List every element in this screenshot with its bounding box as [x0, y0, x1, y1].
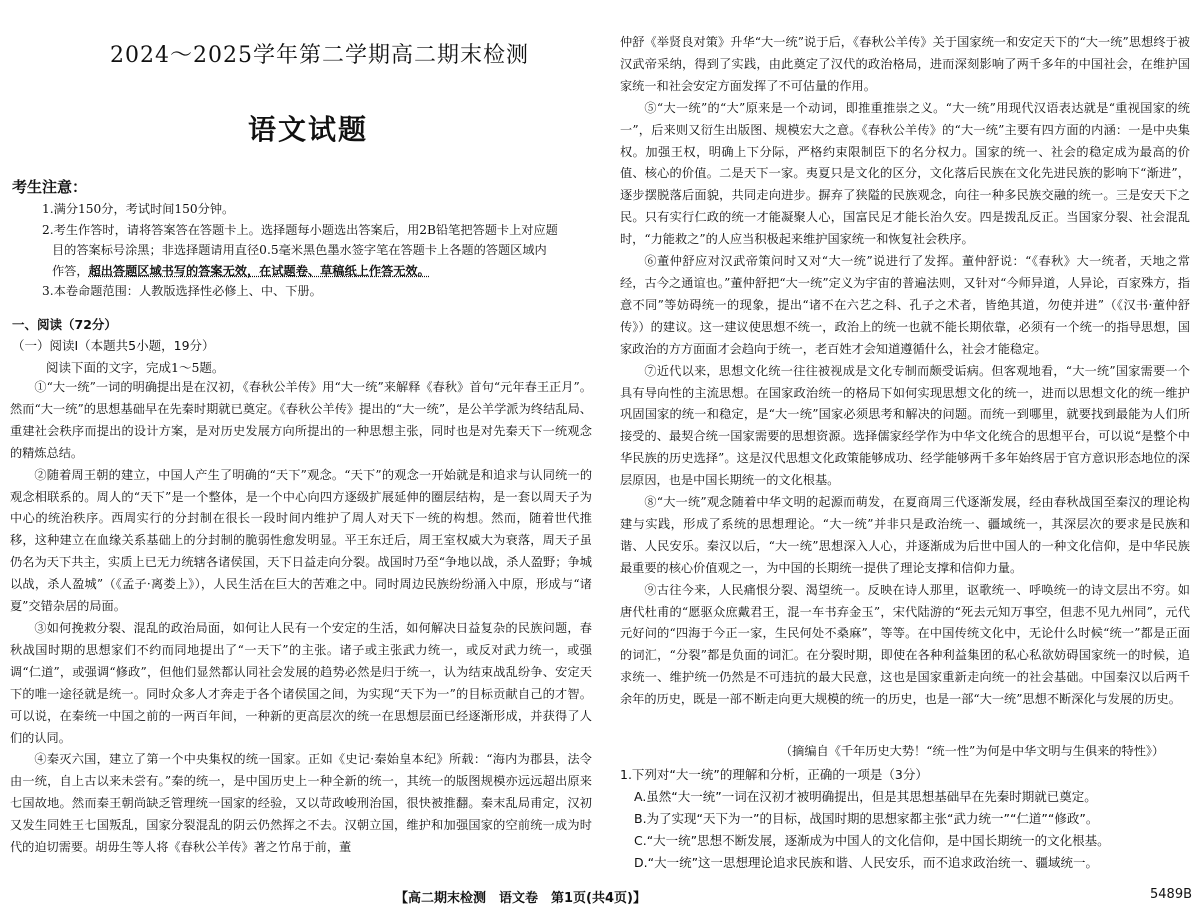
passage-paragraph-1: ①“大一统”一词的明确提出是在汉初，《春秋公羊传》用“大一统”来解释《春秋》首句“元年春王正月”。然而“大一统”的思想基础早在先秦时期就已奠定。《春秋公羊传》提出的“大一统”，是公羊学派为终结乱局、重建社会秩序而提出的设计方案，是对历史发展方向所提出的一种思想主张，同时也是对先秦天下一统观念的精炼总结。: [10, 380, 592, 460]
passage-paragraph-6: ⑥董仲舒应对汉武帝策问时又对“大一统”说进行了发挥。董仲舒说：“《春秋》大一统者，天地之常经，古今之通谊也。”董仲舒把“大一统”定义为宇宙的普遍法则，又针对“今师异道，人异论，百家殊方，指意不同”等妨碍统一的现象，提出“诸不在六艺之科、孔子之术者，皆绝其道，勿使并进”（《汉书·董仲舒传》）的建议。这一建议使思想不统一，政治上的统一也就不能长期依靠，必须有一个统一的指导思想，国家政治的方方面面才会趋向于统一，老百姓才会知道遵循什么，社会才能稳定。: [620, 254, 1190, 356]
passage-source: （摘编自《千年历史大势！“统一性”为何是中华文明与生俱来的特性》）: [780, 744, 1165, 758]
passage-paragraph-4-part2: 仲舒《举贤良对策》升华“大一统”说于后，《春秋公羊传》关于国家统一和安定天下的“大一统”思想终于被汉武帝采纳，得到了实践，由此奠定了汉代的政治格局，进而深刻影响了两千多年的中国社会，在维护国家统一和社会安定方面发挥了不可估量的作用。: [620, 35, 1190, 93]
page-footer: 【高二期末检测 语文卷 第1页(共4页)】: [395, 891, 646, 906]
question-1-option-d[interactable]: D.“大一统”这一思想理论追求民族和谐、人民安乐，而不追求政治统一、疆域统一。: [634, 855, 1099, 870]
notice-list: [42, 199, 592, 302]
passage-paragraph-4-part1: ④秦灭六国，建立了第一个中央集权的统一国家。正如《史记·秦始皇本纪》所载：“海内为郡县，法令由一统，自上古以来未尝有。”秦的统一，是中国历史上一种全新的统一，其统一的版图规模亦远远超出原来七国故地。然而秦王朝尚缺乏管理统一国家的经验，又以苛政峻刑治国，很快被推翻。秦末乱局甫定，汉初又发生同姓王七国叛乱，国家分裂混乱的阴云仍然挥之不去。汉朝立国，维护和加强国家的空前统一成为时代的迫切需要。胡毋生等人将《春秋公羊传》著之竹帛于前，董: [10, 752, 592, 855]
paper-code: 5489B: [1150, 887, 1193, 902]
passage-paragraph-8: ⑧“大一统”观念随着中华文明的起源而萌发，在夏商周三代逐渐发展，经由春秋战国至秦汉的理论构建与实践，形成了系统的思想理论。“大一统”并非只是政治统一、疆域统一，其深层次的要求是民族和谐、人民安乐。秦汉以后，“大一统”思想深入人心，并逐渐成为后世中国人的一种文化信仰，是中华民族最重要的核心价值观之一，为中国的长期统一提供了理论支撑和信仰力量。: [620, 495, 1190, 575]
passage-left: [10, 377, 592, 859]
passage-paragraph-7: ⑦近代以来，思想文化统一往往被视成是文化专制而颇受诟病。但客观地看，“大一统”国家需要一个具有导向性的主流思想。在国家政治统一的格局下如何实现思想文化的统一，进而以思想文化的统一维护巩固国家的统一和稳定，是“大一统”国家必须思考和解决的问题。而统一到哪里，就要找到最能为人们所接受的、最契合统一国家需要的思想资源。选择儒家经学作为中华文化统合的思想平台，可以说“是整个中华民族的历史选择”。这是汉代思想文化政策能够成功、经学能够两千多年始终居于官方意识形态地位的深层原因，也是中国长期统一的文化根基。: [620, 363, 1190, 488]
notice-item-3: 3.本卷命题范围：人教版选择性必修上、中、下册。: [42, 284, 322, 298]
question-1-option-c[interactable]: C.“大一统”思想不断发展，逐渐成为中国人的文化信仰，是中国长期统一的文化根基。: [634, 833, 1110, 848]
question-1-stem: 1.下列对“大一统”的理解和分析，正确的一项是（3分）: [620, 767, 928, 782]
passage-paragraph-9: ⑨古往今来，人民痛恨分裂、渴望统一。反映在诗人那里，讴歌统一、呼唤统一的诗文层出不穷。如唐代杜甫的“愿驱众庶戴君王，混一车书弃金玉”，宋代陆游的“死去元知万事空，但悲不见九州同”，元代元好问的“四海于今正一家，生民何处不桑麻”，等等。在中国传统文化中，无论什么时候“统一”都是正面的词汇，“分裂”都是负面的词汇。在分裂时期，即使在各种利益集团的私心私欲妨碍国家统一的时候，追求统一、维护统一仍然是不可违抗的最大民意，这也是国家重新走向统一的社会基础。中国秦汉以后两千余年的历史，既是一部不断走向更大规模的统一的历史，也是一部“大一统”思想不断深化与发展的历史。: [620, 582, 1190, 707]
notice-item-2c: [42, 261, 592, 282]
notice-warning: 超出答题区域书写的答案无效，在试题卷、草稿纸上作答无效。: [88, 263, 430, 278]
question-1-option-a[interactable]: A.虽然“大一统”一词在汉初才被明确提出，但是其思想基础早在先秦时期就已奠定。: [634, 789, 1097, 804]
notice-item-1: 1.满分150分，考试时间150分钟。: [42, 202, 235, 216]
notice-heading: 考生注意：: [12, 178, 88, 196]
notice-item-2a: 2.考生作答时，请将答案答在答题卡上。选择题每小题选出答案后，用2B铅笔把答题卡上对应题: [42, 222, 558, 237]
question-1-option-b[interactable]: B.为了实现“天下为一”的目标，战国时期的思想家都主张“武力统一”“仁道”“修政”。: [634, 811, 1099, 826]
notice-item-2b: 目的答案标号涂黑；非选择题请用直径0.5毫米黑色墨水签字笔在答题卡上各题的答题区域内: [52, 243, 547, 257]
subject-title: 语文试题: [248, 113, 369, 146]
passage-paragraph-2: ②随着周王朝的建立，中国人产生了明确的“天下”观念。“天下”的观念一开始就是和追求与认同统一的观念相联系的。周人的“天下”是一个整体，是一个中心向四方逐级扩展延伸的圈层结构，是一套以周天子为中心的统治秩序。西周实行的分封制在很长一段时间内维护了周人对天下一统的构想。然而，随着世代推移，这种建立在血缘关系基础上的分封制的脆弱性愈发明显。平王东迁后，周王室权威大为衰落，周天子虽仍名为天下共主，实质上已无力统辖各诸侯国，天下日益走向分裂。战国时乃至“争地以战，杀人盈野；争城以战，杀人盈城”（《孟子·离娄上》），人民生活在巨大的苦难之中。同时周边民族纷纷涌入中原，形成与“诸夏”交错杂居的局面。: [10, 467, 592, 614]
passage-right: [620, 32, 1190, 711]
section-subheading: （一）阅读Ⅰ（本题共5小题，19分）: [12, 338, 215, 353]
notice-item-2c-text: 作答，: [52, 263, 89, 278]
exam-title: 2024～2025学年第二学期高二期末检测: [110, 43, 529, 68]
passage-paragraph-5: ⑤“大一统”的“大”原来是一个动词，即推重推崇之义。“大一统”用现代汉语表达就是“重视国家的统一”，后来则又衍生出版图、规模宏大之意。《春秋公羊传》的“大一统”主要有四方面的内涵：一是中央集权。加强王权，明确上下分际，严格约束限制臣下的名分权力。国家的统一、社会的稳定成为最高的价值、核心的价值。二是天下一家。夷夏只是文化的区分，文化落后民族在文化先进民族的影响下“渐进”，逐步摆脱落后面貌，共同走向进步。摒弃了狭隘的民族观念，向往一种多民族交融的统一。三是安天下之民。只有实行仁政的统一才能凝聚人心，国富民足才能长治久安。四是拨乱反正。当国家分裂、社会混乱时，“力能救之”的人应当积极起来维护国家统一和恢复社会秩序。: [620, 100, 1190, 247]
question-1: [620, 764, 1190, 874]
section-instruction: 阅读下面的文字，完成1～5题。: [46, 360, 225, 375]
passage-paragraph-3: ③如何挽救分裂、混乱的政治局面，如何让人民有一个安定的生活，如何解决日益复杂的民族问题，春秋战国时期的思想家们不约而同地提出了“一天下”的主张。诸子或主张武力统一，或反对武力统一，或强调“仁道”，或强调“修政”，但他们显然都认同社会发展的趋势必然是归于统一，认为结束战乱纷争、安定天下的唯一途径就是统一。同时众多人才奔走于各个诸侯国之间，为实现“天下为一”的目标贡献自己的才智。可以说，在秦统一中国之前的一两百年间，一种新的更高层次的统一在思想层面已经逐渐形成，并获得了人们的认同。: [10, 620, 592, 745]
section-heading: 一、阅读（72分）: [12, 317, 117, 332]
